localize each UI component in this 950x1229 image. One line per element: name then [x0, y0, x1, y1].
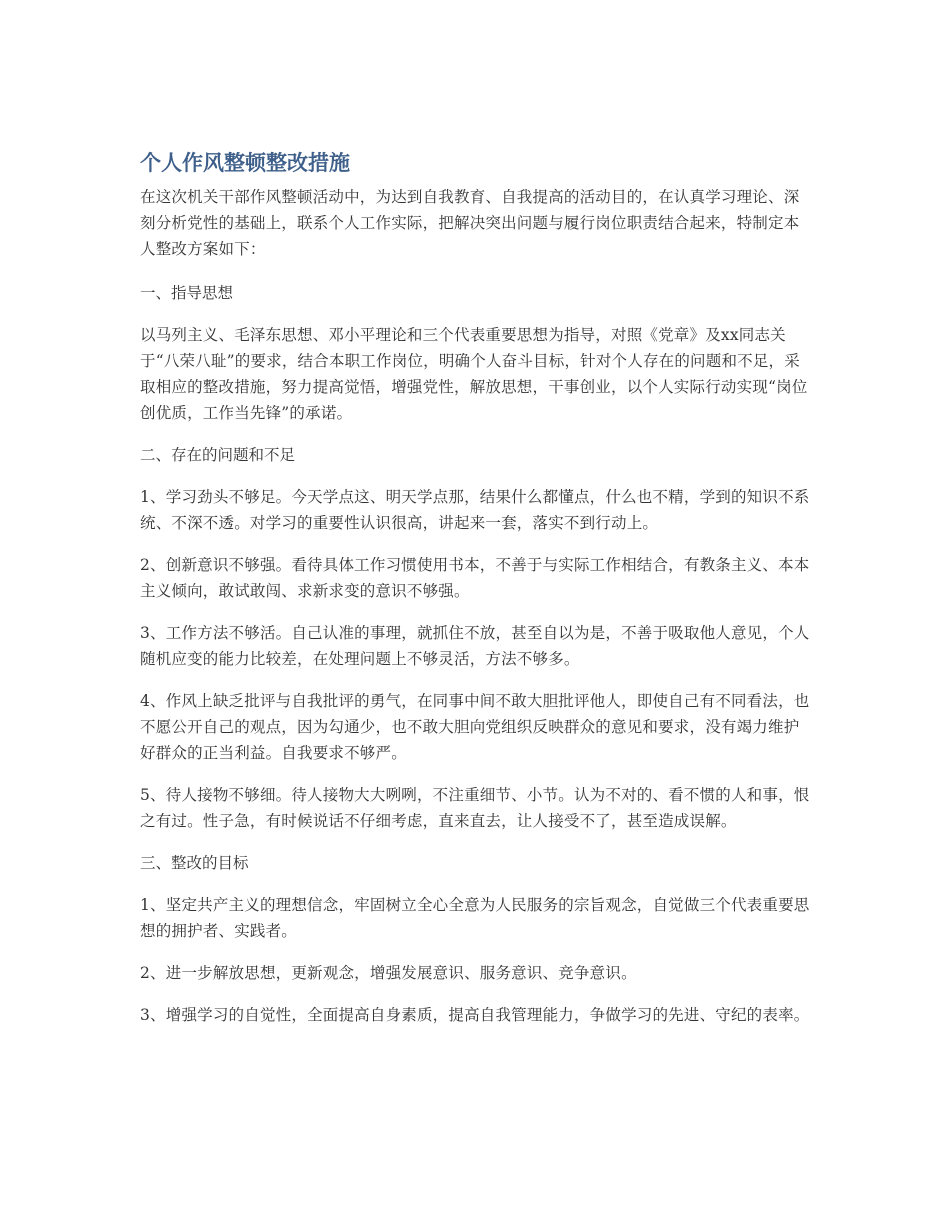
- goal-item: 2、进一步解放思想，更新观念，增强发展意识、服务意识、竞争意识。: [140, 964, 637, 982]
- problem-item: 1、学习劲头不够足。今天学点这、明天学点那，结果什么都懂点，什么也不精，学到的知识不系统、不深不透。对学习的重要性认识很高，讲起来一套，落实不到行动上。: [140, 488, 810, 532]
- problem-item: 4、作风上缺乏批评与自我批评的勇气，在同事中间不敢大胆批评他人，即使自己有不同看法，也不愿公开自己的观点，因为勾通少，也不敢大胆向党组织反映群众的意见和要求，没有竭力维护好群众的正当利益。自我要求不够严。: [140, 692, 810, 762]
- guiding-thought-paragraph: 以马列主义、毛泽东思想、邓小平理论和三个代表重要思想为指导，对照《党章》及xx同志关于“八荣八耻”的要求，结合本职工作岗位，明确个人奋斗目标，针对个人存在的问题和不足，采取相应的整改措施，努力提高觉悟，增强党性，解放思想，干事创业，以个人实际行动实现“岗位创优质，工作当先锋”的承诺。: [140, 326, 808, 422]
- problem-item: 2、创新意识不够强。看待具体工作习惯使用书本，不善于与实际工作相结合，有教条主义、本本主义倾向，敢试敢闯、求新求变的意识不够强。: [140, 556, 810, 600]
- section-heading-goals: 三、整改的目标: [140, 854, 249, 872]
- document-title: 个人作风整顿整改措施: [140, 151, 350, 175]
- intro-paragraph: 在这次机关干部作风整顿活动中，为达到自我教育、自我提高的活动目的，在认真学习理论、深刻分析党性的基础上，联系个人工作实际，把解决突出问题与履行岗位职责结合起来，特制定本人整改方案如下：: [140, 188, 800, 258]
- section-heading-problems: 二、存在的问题和不足: [140, 446, 296, 464]
- goal-item: 1、坚定共产主义的理想信念，牢固树立全心全意为人民服务的宗旨观念，自觉做三个代表重要思想的拥护者、实践者。: [140, 896, 810, 940]
- section-heading-guiding-thought: 一、指导思想: [140, 284, 234, 302]
- problem-item: 3、工作方法不够活。自己认准的事理，就抓住不放，甚至自以为是，不善于吸取他人意见，个人随机应变的能力比较差，在处理问题上不够灵活，方法不够多。: [140, 624, 810, 668]
- goal-item: 3、增强学习的自觉性，全面提高自身素质，提高自我管理能力，争做学习的先进、守纪的表率。: [140, 1006, 810, 1024]
- problem-item: 5、待人接物不够细。待人接物大大咧咧，不注重细节、小节。认为不对的、看不惯的人和事，恨之有过。性子急，有时候说话不仔细考虑，直来直去，让人接受不了，甚至造成误解。: [140, 786, 810, 830]
- document-page: [140, 148, 812, 1044]
